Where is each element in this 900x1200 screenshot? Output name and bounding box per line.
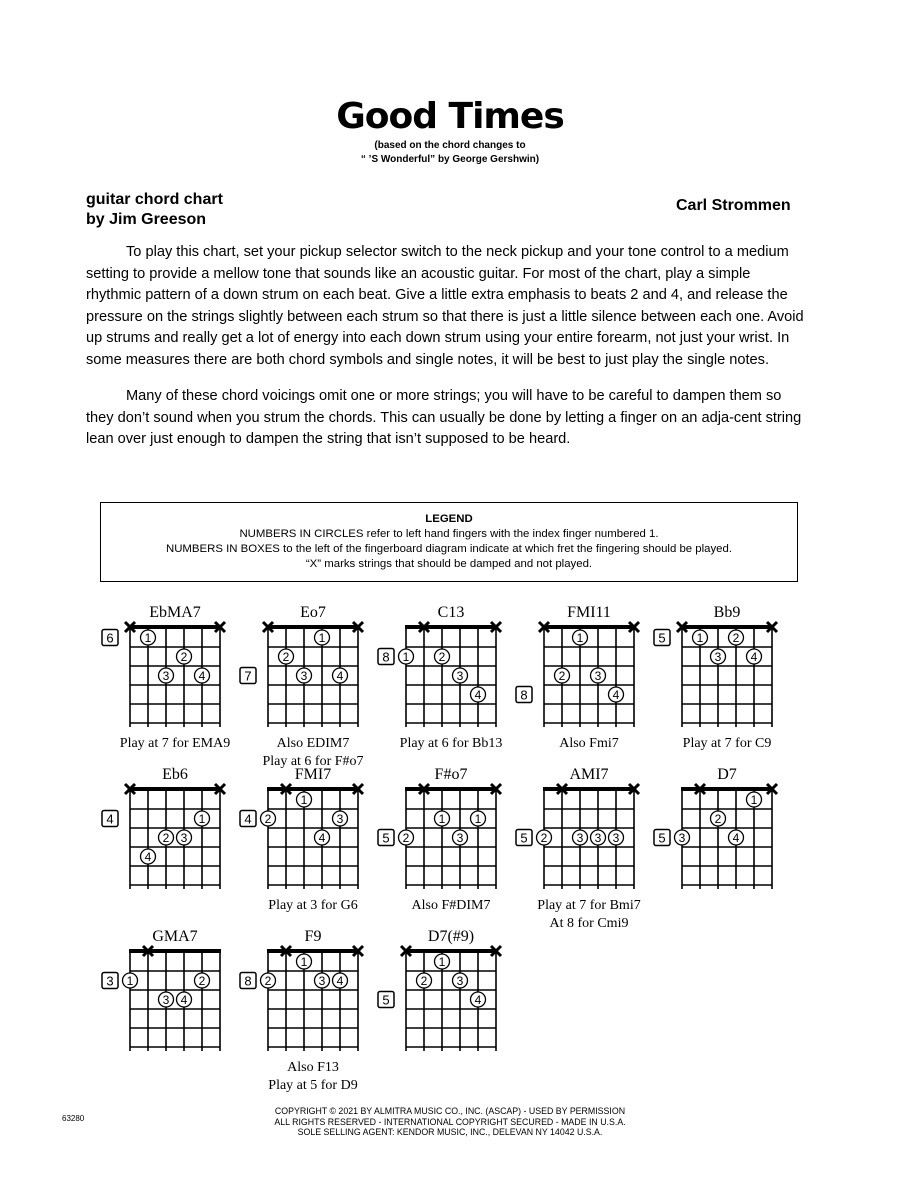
finger-dot	[453, 973, 468, 988]
finger-number: 4	[750, 650, 758, 664]
chord-name: F#o7	[434, 766, 468, 783]
finger-dot	[177, 992, 192, 1007]
finger-dot	[471, 992, 486, 1007]
fret-number: 8	[520, 687, 528, 703]
nut-bar	[267, 949, 359, 953]
fretboard	[370, 928, 520, 1068]
fret-position-box	[240, 811, 256, 827]
finger-dot	[711, 649, 726, 664]
finger-number: 3	[594, 831, 602, 845]
nut-bar	[267, 625, 359, 629]
finger-number: 4	[180, 993, 188, 1007]
copyright-line-3: SOLE SELLING AGENT: KENDOR MUSIC, INC., DELEVAN NY 14042 U.S.A.	[297, 1127, 603, 1137]
finger-dot	[195, 811, 210, 826]
finger-dot	[417, 973, 432, 988]
chord-caption: Play at 6 for F#o7	[262, 754, 364, 769]
fret-number: 5	[520, 830, 528, 846]
credit-line-2: by Jim Greeson	[86, 211, 207, 228]
copyright-line-2: ALL RIGHTS RESERVED - INTERNATIONAL COPYRIGHT SECURED - MADE IN U.S.A.	[274, 1116, 626, 1127]
chord-diagram	[94, 604, 244, 754]
fret-number: 6	[106, 630, 114, 646]
finger-dot	[159, 668, 174, 683]
nut-bar	[129, 787, 221, 791]
fret-position-box	[516, 830, 532, 846]
nut-bar	[543, 787, 635, 791]
finger-number: 4	[336, 974, 344, 988]
finger-dot	[399, 649, 414, 664]
finger-dot	[279, 649, 294, 664]
legend-title: LEGEND	[425, 513, 473, 525]
subtitle-line-2: “ ’S Wonderful” by George Gershwin)	[360, 154, 540, 165]
chord-caption: Play at 5 for D9	[268, 1078, 358, 1093]
fretboard	[646, 766, 796, 906]
chord-name: FMI11	[567, 604, 611, 621]
finger-number: 3	[456, 831, 464, 845]
sheet-number: 63280	[62, 1114, 85, 1123]
finger-dot	[435, 649, 450, 664]
chord-diagram	[508, 766, 658, 931]
finger-dot	[693, 630, 708, 645]
finger-number: 2	[402, 831, 410, 845]
finger-number: 3	[162, 993, 170, 1007]
finger-number: 1	[198, 812, 206, 826]
finger-number: 3	[456, 669, 464, 683]
finger-number: 3	[576, 831, 584, 845]
finger-number: 1	[402, 650, 410, 664]
chord-name: AMI7	[569, 766, 609, 783]
finger-number: 1	[474, 812, 482, 826]
finger-number: 4	[732, 831, 740, 845]
finger-number: 2	[198, 974, 206, 988]
nut-bar	[129, 625, 221, 629]
chord-caption: Play at 7 for C9	[682, 736, 772, 751]
finger-number: 1	[144, 631, 152, 645]
fret-position-box	[378, 992, 394, 1008]
finger-dot	[123, 973, 138, 988]
finger-number: 3	[714, 650, 722, 664]
composer-credit: Carl Strommen	[676, 197, 791, 214]
chord-caption: Also EDIM7	[276, 736, 350, 751]
finger-number: 3	[162, 669, 170, 683]
finger-dot	[315, 830, 330, 845]
finger-dot	[297, 668, 312, 683]
chord-caption: Play at 7 for EMA9	[119, 736, 231, 751]
fretboard	[94, 604, 244, 744]
fret-number: 8	[244, 973, 252, 989]
finger-number: 1	[300, 793, 308, 807]
fret-number: 5	[658, 630, 666, 646]
finger-number: 2	[264, 974, 272, 988]
fret-position-box	[102, 630, 118, 646]
fret-position-box	[378, 830, 394, 846]
chord-name: C13	[437, 604, 465, 621]
chord-name: EbMA7	[149, 604, 201, 621]
finger-number: 1	[300, 955, 308, 969]
finger-dot	[471, 811, 486, 826]
finger-number: 4	[474, 688, 482, 702]
chord-name: Eb6	[162, 766, 188, 783]
fretboard	[232, 766, 382, 906]
chord-diagram	[232, 766, 382, 916]
finger-number: 3	[336, 812, 344, 826]
finger-dot	[609, 830, 624, 845]
finger-dot	[333, 973, 348, 988]
chord-caption: Also F#DIM7	[411, 898, 491, 913]
finger-number: 4	[144, 850, 152, 864]
finger-number: 2	[540, 831, 548, 845]
fretboard	[508, 766, 658, 906]
chord-name: D7	[717, 766, 737, 783]
finger-dot	[609, 687, 624, 702]
fret-number: 5	[658, 830, 666, 846]
chord-diagram	[508, 604, 658, 754]
chord-caption: Play at 3 for G6	[268, 898, 358, 913]
fret-position-box	[102, 811, 118, 827]
finger-dot	[729, 830, 744, 845]
chord-name: Bb9	[713, 604, 741, 621]
copyright-notice	[0, 1106, 900, 1138]
finger-dot	[537, 830, 552, 845]
chord-name: D7(#9)	[427, 928, 475, 945]
fret-number: 4	[244, 811, 252, 827]
finger-dot	[711, 811, 726, 826]
finger-number: 4	[336, 669, 344, 683]
fretboard	[94, 928, 244, 1068]
nut-bar	[681, 625, 773, 629]
finger-number: 1	[696, 631, 704, 645]
finger-dot	[141, 849, 156, 864]
finger-dot	[573, 630, 588, 645]
finger-number: 1	[126, 974, 134, 988]
nut-bar	[681, 787, 773, 791]
finger-number: 2	[558, 669, 566, 683]
finger-dot	[573, 830, 588, 845]
finger-number: 4	[612, 688, 620, 702]
finger-dot	[399, 830, 414, 845]
fret-position-box	[102, 973, 118, 989]
chord-diagram	[370, 766, 520, 916]
finger-dot	[435, 954, 450, 969]
chord-caption: Also F13	[287, 1060, 339, 1075]
instructions-paragraph-1: To play this chart, set your pickup selector switch to the neck pickup and your tone control to a medium setting to provide a mellow tone that sounds like an acoustic guitar. For most of the chart, play a simple rhythmic pattern of a down strum on each beat. Give a little extra emphasis to beats 2 and 4, and release the pressure on the strings slightly between each strum so that there is just a little silence between each one. Avoid up strums and really get a lot of energy into each down strum using your entire forearm, not just your wrist. In some measures there are both chord symbols and single notes, it will be best to just play the single notes.	[86, 244, 804, 368]
finger-dot	[747, 649, 762, 664]
finger-number: 1	[438, 812, 446, 826]
finger-dot	[591, 830, 606, 845]
finger-dot	[177, 649, 192, 664]
chord-diagram	[370, 604, 520, 754]
fret-position-box	[240, 973, 256, 989]
chord-diagram	[232, 604, 382, 769]
chord-diagram	[370, 928, 520, 1078]
fretboard	[94, 766, 244, 906]
fret-number: 3	[106, 973, 114, 989]
finger-number: 2	[180, 650, 188, 664]
finger-number: 4	[474, 993, 482, 1007]
finger-dot	[315, 973, 330, 988]
finger-number: 2	[732, 631, 740, 645]
fret-number: 4	[106, 811, 114, 827]
finger-dot	[159, 992, 174, 1007]
fret-position-box	[654, 830, 670, 846]
page-title: Good Times	[336, 96, 564, 137]
finger-dot	[261, 811, 276, 826]
chord-caption: Play at 6 for Bb13	[399, 736, 503, 751]
finger-dot	[297, 954, 312, 969]
finger-number: 3	[594, 669, 602, 683]
chord-diagram	[94, 766, 244, 916]
finger-dot	[261, 973, 276, 988]
finger-dot	[297, 792, 312, 807]
finger-number: 2	[420, 974, 428, 988]
chord-diagram	[232, 928, 382, 1093]
finger-number: 3	[612, 831, 620, 845]
finger-number: 1	[318, 631, 326, 645]
chord-diagram	[646, 604, 796, 754]
finger-dot	[315, 630, 330, 645]
finger-number: 3	[300, 669, 308, 683]
fret-position-box	[654, 630, 670, 646]
nut-bar	[405, 949, 497, 953]
finger-dot	[141, 630, 156, 645]
finger-number: 2	[264, 812, 272, 826]
finger-number: 2	[438, 650, 446, 664]
copyright-line-1: COPYRIGHT © 2021 BY ALMITRA MUSIC CO., INC. (ASCAP) - USED BY PERMISSION	[274, 1106, 626, 1116]
chord-diagram	[646, 766, 796, 916]
finger-number: 1	[438, 955, 446, 969]
finger-dot	[453, 668, 468, 683]
fret-position-box	[378, 649, 394, 665]
fret-number: 7	[244, 668, 252, 684]
fretboard	[370, 604, 520, 744]
finger-dot	[555, 668, 570, 683]
instructions-paragraph-2: Many of these chord voicings omit one or more strings; you will have to be careful to dampen them so they don’t sound when you strum the chords. This can usually be done by letting a finger on an adja-cent string lean over just enough to dampen the string that isn’t supposed to be heard.	[86, 388, 802, 448]
nut-bar	[405, 787, 497, 791]
finger-number: 3	[318, 974, 326, 988]
finger-number: 3	[456, 974, 464, 988]
legend-line-3: “X” marks strings that should be damped and not played.	[305, 558, 593, 570]
fret-number: 8	[382, 649, 390, 665]
finger-number: 4	[198, 669, 206, 683]
fretboard	[232, 604, 382, 744]
finger-number: 1	[750, 793, 758, 807]
finger-dot	[591, 668, 606, 683]
finger-number: 4	[318, 831, 326, 845]
finger-dot	[747, 792, 762, 807]
finger-number: 3	[180, 831, 188, 845]
finger-dot	[471, 687, 486, 702]
finger-dot	[333, 668, 348, 683]
chord-name: FMI7	[294, 766, 332, 783]
legend-line-2: NUMBERS IN BOXES to the left of the fingerboard diagram indicate at which fret the fingering should be played.	[165, 543, 733, 555]
nut-bar	[405, 625, 497, 629]
finger-dot	[729, 630, 744, 645]
fretboard	[646, 604, 796, 744]
fret-position-box	[240, 668, 256, 684]
chord-caption: Play at 7 for Bmi7	[537, 898, 641, 913]
fretboard	[370, 766, 520, 906]
legend-line-1: NUMBERS IN CIRCLES refer to left hand fingers with the index finger numbered 1.	[239, 528, 659, 540]
finger-dot	[195, 668, 210, 683]
finger-number: 2	[162, 831, 170, 845]
legend-box	[100, 502, 798, 582]
arranger-credit	[86, 190, 223, 230]
nut-bar	[267, 787, 359, 791]
chord-name: F9	[304, 928, 322, 945]
finger-dot	[195, 973, 210, 988]
fretboard	[232, 928, 382, 1068]
chord-name: Eo7	[300, 604, 326, 621]
finger-dot	[675, 830, 690, 845]
finger-number: 3	[678, 831, 686, 845]
finger-number: 2	[714, 812, 722, 826]
chord-diagram	[94, 928, 244, 1078]
credit-line-1: guitar chord chart	[86, 191, 223, 208]
finger-number: 1	[576, 631, 584, 645]
finger-dot	[333, 811, 348, 826]
finger-dot	[453, 830, 468, 845]
chord-name: GMA7	[152, 928, 198, 945]
chord-caption: At 8 for Cmi9	[549, 916, 629, 931]
finger-dot	[177, 830, 192, 845]
nut-bar	[129, 949, 221, 953]
nut-bar	[543, 625, 635, 629]
chord-caption: Also Fmi7	[559, 736, 619, 751]
subtitle-line-1: (based on the chord changes to	[374, 140, 526, 151]
fretboard	[508, 604, 658, 744]
fret-number: 5	[382, 992, 390, 1008]
fret-number: 5	[382, 830, 390, 846]
finger-dot	[435, 811, 450, 826]
finger-dot	[159, 830, 174, 845]
finger-number: 2	[282, 650, 290, 664]
fret-position-box	[516, 687, 532, 703]
